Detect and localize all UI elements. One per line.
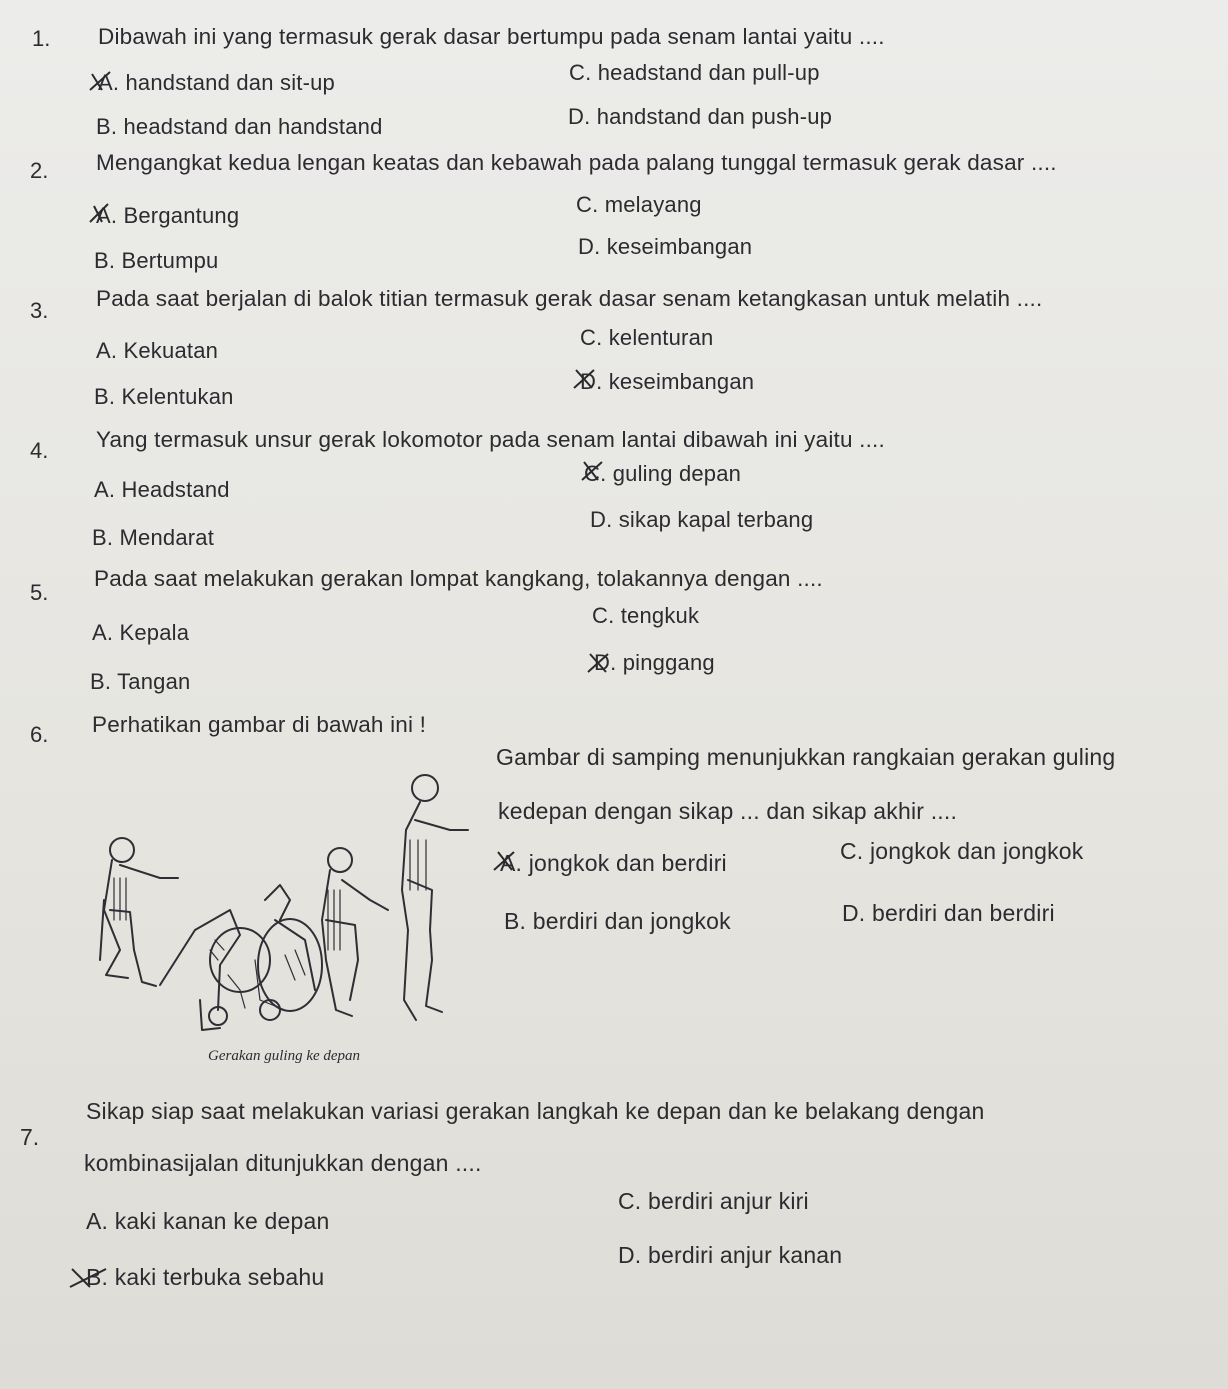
q7-option-c: C. berdiri anjur kiri <box>618 1188 809 1214</box>
standing-end-figure <box>402 775 468 1020</box>
q6-option-a: A. jongkok dan berdiri <box>500 850 727 876</box>
q4-option-d: D. sikap kapal terbang <box>590 507 814 532</box>
q1-text: Dibawah ini yang termasuk gerak dasar bertumpu pada senam lantai yaitu .... <box>98 24 885 49</box>
q3-answer-cross-mark <box>572 368 598 390</box>
q7-text-line1: Sikap siap saat melakukan variasi gerakan langkah ke depan dan ke belakang dengan <box>86 1098 985 1124</box>
q6-option-b: B. berdiri dan jongkok <box>504 908 731 934</box>
q6-number: 6. <box>30 722 49 747</box>
q4-answer-cross-mark <box>580 460 606 482</box>
q3-option-a: A. Kekuatan <box>96 338 219 363</box>
q2-option-b: B. Bertumpu <box>94 248 219 273</box>
crouch-start-figure <box>100 838 178 986</box>
q4-number: 4. <box>30 438 49 463</box>
rolling-figure <box>160 910 270 1030</box>
q5-option-a: A. Kepala <box>92 620 190 645</box>
q4-text: Yang termasuk unsur gerak lokomotor pada senam lantai dibawah ini yaitu .... <box>96 427 885 452</box>
q1-answer-cross-mark <box>88 70 114 92</box>
q4-option-a: A. Headstand <box>94 477 230 502</box>
q6-option-d: D. berdiri dan berdiri <box>842 900 1055 926</box>
q6-option-c: C. jongkok dan jongkok <box>840 838 1084 864</box>
q5-answer-cross-mark <box>586 652 612 674</box>
q6-text: Perhatikan gambar di bawah ini ! <box>92 712 427 737</box>
q1-option-b: B. headstand dan handstand <box>96 114 383 139</box>
q1-option-c: C. headstand dan pull-up <box>569 60 820 85</box>
q5-option-d: D. pinggang <box>594 650 715 675</box>
q4-option-c: C. guling depan <box>584 461 742 486</box>
q2-option-d: D. keseimbangan <box>578 234 753 259</box>
q5-option-b: B. Tangan <box>90 669 191 694</box>
q2-answer-cross-mark <box>88 202 114 224</box>
q6-description-line2: kedepan dengan sikap ... dan sikap akhir .... <box>498 798 958 824</box>
crouch-end-figure <box>322 848 388 1016</box>
q7-option-d: D. berdiri anjur kanan <box>618 1242 843 1268</box>
q2-number: 2. <box>30 158 49 183</box>
q1-number: 1. <box>32 26 51 51</box>
tucked-roll-figure <box>255 885 322 1020</box>
q7-number: 7. <box>20 1124 40 1150</box>
q3-option-d: D. keseimbangan <box>580 369 755 394</box>
q6-answer-cross-mark <box>492 850 518 872</box>
figure-caption: Gerakan guling ke depan <box>208 1048 361 1064</box>
q3-text: Pada saat berjalan di balok titian termasuk gerak dasar senam ketangkasan untuk melatih .... <box>96 286 1043 311</box>
q5-option-c: C. tengkuk <box>592 603 700 628</box>
q1-option-d: D. handstand dan push-up <box>568 104 833 129</box>
q3-option-b: B. Kelentukan <box>94 384 234 409</box>
q2-option-c: C. melayang <box>576 192 702 217</box>
q2-text: Mengangkat kedua lengan keatas dan kebawah pada palang tunggal termasuk gerak dasar .... <box>96 150 1057 175</box>
q3-option-c: C. kelenturan <box>580 325 714 350</box>
q3-number: 3. <box>30 298 49 323</box>
forward-roll-illustration <box>90 760 490 1070</box>
q7-option-b: B. kaki terbuka sebahu <box>86 1264 325 1290</box>
q4-option-b: B. Mendarat <box>92 525 215 550</box>
q6-description-line1: Gambar di samping menunjukkan rangkaian gerakan guling <box>496 744 1116 770</box>
q5-text: Pada saat melakukan gerakan lompat kangkang, tolakannya dengan .... <box>94 566 823 591</box>
q7-option-a: A. kaki kanan ke depan <box>86 1208 330 1234</box>
q1-option-a: A. handstand dan sit-up <box>98 70 335 95</box>
q2-option-a: A. Bergantung <box>96 203 240 228</box>
q5-number: 5. <box>30 580 49 605</box>
q7-text-line2: kombinasijalan ditunjukkan dengan .... <box>84 1150 482 1176</box>
q7-answer-cross-mark <box>68 1265 108 1289</box>
